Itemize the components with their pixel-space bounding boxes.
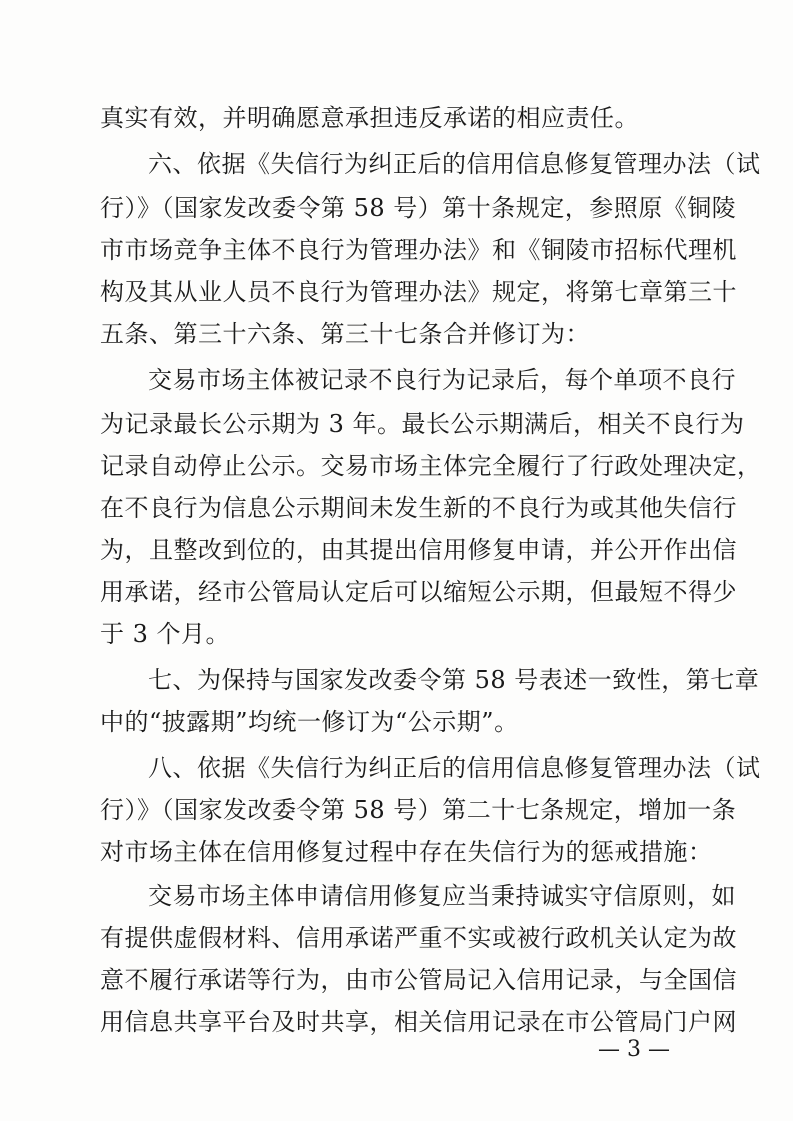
text-line: 真实有效，并明确愿意承担违反承诺的相应责任。 [100, 104, 639, 132]
text-line: 七、为保持与国家发改委令第 58 号表述一致性，第七章 [148, 666, 760, 694]
text-line: 市市场竞争主体不良行为管理办法》和《铜陵市招标代理机 [100, 236, 737, 264]
text-line: 构及其从业人员不良行为管理办法》规定，将第七章第三十 [100, 278, 737, 306]
text-line: 行）》（国家发改委令第 58 号）第二十七条规定，增加一条 [100, 796, 737, 824]
text-line: 记录自动停止公示。交易市场主体完全履行了行政处理决定， [100, 452, 762, 480]
text-line: 于 3 个月。 [100, 620, 231, 648]
text-line: 用信息共享平台及时共享，相关信用记录在市公管局门户网 [100, 1008, 737, 1036]
page-number: — 3 — [598, 1037, 670, 1062]
text-line: 为记录最长公示期为 3 年。最长公示期满后，相关不良行为 [100, 410, 745, 438]
text-line: 交易市场主体被记录不良行为记录后，每个单项不良行 [148, 366, 736, 394]
text-line: 六、依据《失信行为纠正后的信用信息修复管理办法（试 [148, 150, 761, 178]
text-line: 对市场主体在信用修复过程中存在失信行为的惩戒措施： [100, 838, 713, 866]
text-line: 交易市场主体申请信用修复应当秉持诚实守信原则，如 [148, 882, 736, 910]
text-line: 有提供虚假材料、信用承诺严重不实或被行政机关认定为故 [100, 924, 737, 952]
text-line: 五条、第三十六条、第三十七条合并修订为： [100, 320, 590, 348]
text-line: 八、依据《失信行为纠正后的信用信息修复管理办法（试 [148, 754, 761, 782]
text-line: 在不良行为信息公示期间未发生新的不良行为或其他失信行 [100, 494, 737, 522]
text-line: 行）》（国家发改委令第 58 号）第十条规定，参照原《铜陵 [100, 194, 737, 222]
text-line: 用承诺，经市公管局认定后可以缩短公示期，但最短不得少 [100, 578, 737, 606]
text-line: 中的“披露期”均统一修订为“公示期”。 [100, 708, 519, 736]
text-line: 为，且整改到位的，由其提出信用修复申请，并公开作出信 [100, 536, 737, 564]
text-line: 意不履行承诺等行为，由市公管局记入信用记录，与全国信 [100, 966, 737, 994]
